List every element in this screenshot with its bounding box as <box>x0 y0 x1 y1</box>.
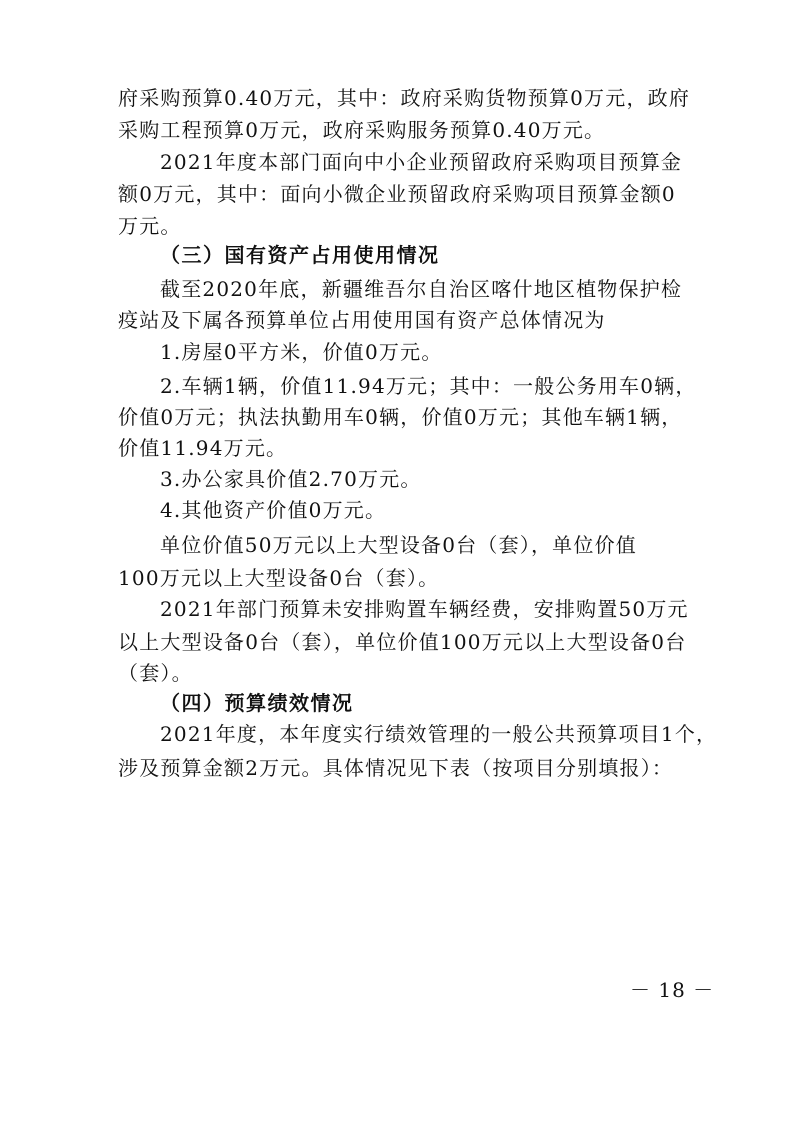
text-line: 疫站及下属各预算单位占用使用国有资产总体情况为 <box>118 308 606 332</box>
text-line: 价值11.94万元。 <box>118 436 288 460</box>
text-line: 单位价值50万元以上大型设备0台（套），单位价值 <box>160 533 637 557</box>
text-line: 2021年度本部门面向中小企业预留政府采购项目预算金 <box>160 150 683 174</box>
text-line: 2021年度，本年度实行绩效管理的一般公共预算项目1个， <box>160 722 718 746</box>
page-number: － 18 － <box>630 978 715 1002</box>
text-line: 以上大型设备0台（套），单位价值100万元以上大型设备0台 <box>118 630 687 654</box>
list-item: 4.其他资产价值0万元。 <box>160 498 387 522</box>
text-line: 额0万元，其中：面向小微企业预留政府采购项目预算金额0 <box>118 182 676 206</box>
text-line: 府采购预算0.40万元，其中：政府采购货物预算0万元，政府 <box>118 86 691 110</box>
text-line: 采购工程预算0万元，政府采购服务预算0.40万元。 <box>118 118 606 142</box>
section-heading: （四）预算绩效情况 <box>160 691 354 715</box>
text-line: 涉及预算金额2万元。具体情况见下表（按项目分别填报）： <box>118 756 674 780</box>
list-item: 3.办公家具价值2.70万元。 <box>160 467 422 491</box>
list-item: 1.房屋0平方米，价值0万元。 <box>160 340 443 364</box>
list-item: 2.车辆1辆，价值11.94万元；其中：一般公务用车0辆， <box>160 374 697 398</box>
text-line: 2021年部门预算未安排购置车辆经费，安排购置50万元 <box>160 597 689 621</box>
text-line: 价值0万元；执法执勤用车0辆，价值0万元；其他车辆1辆， <box>118 405 683 429</box>
text-line: 万元。 <box>118 214 182 238</box>
section-heading: （三）国有资产占用使用情况 <box>160 243 440 267</box>
text-line: 截至2020年底，新疆维吾尔自治区喀什地区植物保护检 <box>160 277 683 301</box>
text-line: 100万元以上大型设备0台（套）。 <box>118 566 440 590</box>
text-line: （套）。 <box>118 661 193 685</box>
